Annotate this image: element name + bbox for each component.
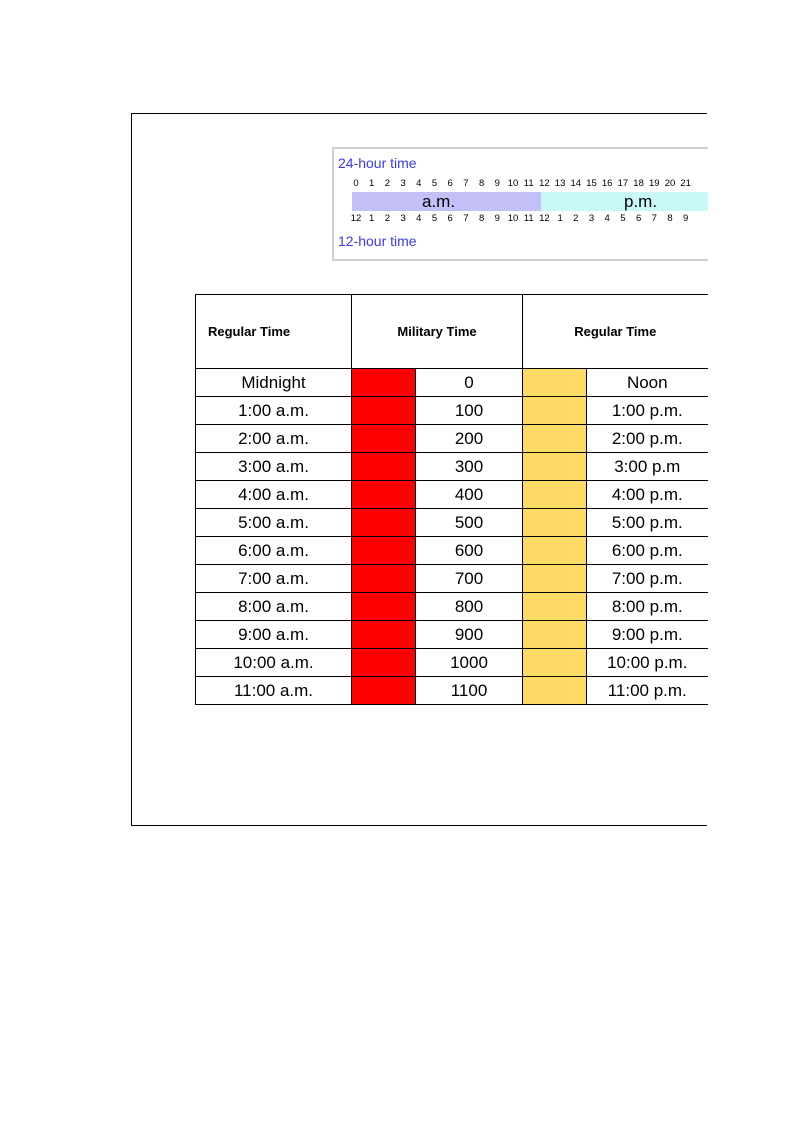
hour-24-tick: 20 — [664, 178, 676, 189]
military-time-cell: 500 — [416, 509, 523, 537]
regular-time-am-cell: 4:00 a.m. — [196, 481, 352, 509]
hour-12-tick: 12 — [350, 213, 362, 224]
hour-24-tick: 21 — [680, 178, 691, 189]
pm-color-swatch — [523, 481, 587, 509]
hour-12-tick: 8 — [667, 213, 673, 224]
hour-12-tick: 9 — [494, 213, 500, 224]
hour-24-tick: 3 — [400, 178, 406, 189]
military-time-cell: 800 — [416, 593, 523, 621]
military-color-swatch — [352, 453, 416, 481]
hour-12-tick: 12 — [539, 213, 550, 224]
military-color-swatch — [352, 593, 416, 621]
hour-12-tick: 6 — [447, 213, 453, 224]
regular-time-am-cell: 11:00 a.m. — [196, 677, 352, 705]
time-timeline-figure — [332, 147, 708, 261]
am-label: a.m. — [422, 192, 456, 211]
hour-24-tick: 14 — [570, 178, 582, 189]
table-row — [196, 537, 708, 565]
header-regular-time-pm: Regular Time — [523, 295, 708, 369]
hour-24-tick: 15 — [586, 178, 597, 189]
regular-time-pm-cell: 10:00 p.m. — [587, 649, 708, 677]
pm-color-swatch — [523, 649, 587, 677]
regular-time-pm-cell: 3:00 p.m — [587, 453, 708, 481]
table-row — [196, 677, 708, 705]
table-row — [196, 425, 708, 453]
hour-12-tick: 6 — [635, 213, 642, 224]
table-row — [196, 621, 708, 649]
hour-24-tick: 1 — [369, 178, 375, 189]
pm-color-swatch — [523, 369, 587, 397]
military-color-swatch — [352, 397, 416, 425]
hour-24-tick: 11 — [523, 178, 534, 189]
military-color-swatch — [352, 425, 416, 453]
pm-color-swatch — [523, 509, 587, 537]
hour-12-tick: 1 — [369, 213, 375, 224]
military-time-cell: 900 — [416, 621, 523, 649]
hour-24-tick: 19 — [649, 178, 660, 189]
hour-12-tick: 11 — [523, 213, 534, 224]
hour-24-tick: 8 — [478, 178, 485, 189]
regular-time-am-cell: 1:00 a.m. — [196, 397, 352, 425]
regular-time-pm-cell: 2:00 p.m. — [587, 425, 708, 453]
regular-time-pm-cell: 7:00 p.m. — [587, 565, 708, 593]
regular-time-am-cell: 3:00 a.m. — [196, 453, 352, 481]
regular-time-am-cell: Midnight — [196, 369, 352, 397]
hour-24-tick: 10 — [507, 178, 519, 189]
hour-24-tick: 18 — [633, 178, 644, 189]
hour-12-tick: 5 — [620, 213, 626, 224]
table-row — [196, 453, 708, 481]
table-row — [196, 397, 708, 425]
time-conversion-table — [195, 294, 708, 705]
hour-12-tick: 10 — [507, 213, 519, 224]
table-row — [196, 649, 708, 677]
table-row — [196, 481, 708, 509]
hour-24-tick: 2 — [384, 178, 391, 189]
military-time-cell: 300 — [416, 453, 523, 481]
hour-24-tick: 0 — [353, 178, 359, 189]
regular-time-pm-cell: 11:00 p.m. — [587, 677, 708, 705]
hour-12-tick: 8 — [478, 213, 485, 224]
hour-24-tick: 16 — [601, 178, 613, 189]
military-color-swatch — [352, 565, 416, 593]
table-row — [196, 565, 708, 593]
hour-12-tick: 7 — [463, 213, 469, 224]
hour-24-tick: 13 — [554, 178, 566, 189]
label-24-hour: 24-hour time — [338, 155, 417, 171]
hour-12-tick: 9 — [683, 213, 689, 224]
hour-24-tick: 17 — [617, 178, 629, 189]
military-time-cell: 100 — [416, 397, 523, 425]
military-time-cell: 1100 — [416, 677, 523, 705]
regular-time-pm-cell: Noon — [587, 369, 708, 397]
hour-12-tick: 5 — [431, 213, 438, 224]
hour-24-tick: 9 — [494, 178, 500, 189]
header-regular-time-am: Regular Time — [196, 295, 352, 369]
hour-12-tick: 1 — [557, 213, 563, 224]
am-band — [352, 192, 541, 211]
hour-12-tick: 3 — [588, 213, 595, 224]
military-color-swatch — [352, 537, 416, 565]
hour-24-tick: 12 — [539, 178, 550, 189]
military-color-swatch — [352, 649, 416, 677]
table-header-row — [196, 295, 708, 369]
hour-12-tick: 2 — [573, 213, 579, 224]
military-time-cell: 200 — [416, 425, 523, 453]
military-time-cell: 1000 — [416, 649, 523, 677]
pm-color-swatch — [523, 537, 587, 565]
pm-color-swatch — [523, 593, 587, 621]
regular-time-am-cell: 7:00 a.m. — [196, 565, 352, 593]
hour-12-tick: 4 — [416, 213, 422, 224]
table-row — [196, 369, 708, 397]
regular-time-pm-cell: 5:00 p.m. — [587, 509, 708, 537]
regular-time-pm-cell: 1:00 p.m. — [587, 397, 708, 425]
regular-time-am-cell: 2:00 a.m. — [196, 425, 352, 453]
pm-color-swatch — [523, 397, 587, 425]
table-row — [196, 509, 708, 537]
military-color-swatch — [352, 369, 416, 397]
regular-time-pm-cell: 9:00 p.m. — [587, 621, 708, 649]
label-12-hour: 12-hour time — [338, 233, 417, 249]
hour-12-tick: 2 — [384, 213, 391, 224]
pm-color-swatch — [523, 677, 587, 705]
regular-time-pm-cell: 8:00 p.m. — [587, 593, 708, 621]
military-time-cell: 700 — [416, 565, 523, 593]
hour-12-tick: 3 — [400, 213, 406, 224]
pm-label: p.m. — [624, 192, 658, 211]
regular-time-am-cell: 5:00 a.m. — [196, 509, 352, 537]
military-color-swatch — [352, 677, 416, 705]
military-color-swatch — [352, 509, 416, 537]
regular-time-am-cell: 8:00 a.m. — [196, 593, 352, 621]
hour-12-tick: 4 — [604, 213, 610, 224]
hour-24-tick: 4 — [416, 178, 422, 189]
military-color-swatch — [352, 621, 416, 649]
pm-color-swatch — [523, 453, 587, 481]
hour-24-tick: 5 — [431, 178, 438, 189]
military-color-swatch — [352, 481, 416, 509]
regular-time-am-cell: 10:00 a.m. — [196, 649, 352, 677]
pm-color-swatch — [523, 565, 587, 593]
table-row — [196, 593, 708, 621]
pm-color-swatch — [523, 621, 587, 649]
military-time-cell: 0 — [416, 369, 523, 397]
regular-time-am-cell: 6:00 a.m. — [196, 537, 352, 565]
header-military-time: Military Time — [352, 295, 523, 369]
regular-time-am-cell: 9:00 a.m. — [196, 621, 352, 649]
military-time-cell: 400 — [416, 481, 523, 509]
hour-12-tick: 7 — [651, 213, 657, 224]
hour-24-tick: 7 — [463, 178, 469, 189]
pm-color-swatch — [523, 425, 587, 453]
regular-time-pm-cell: 4:00 p.m. — [587, 481, 708, 509]
hour-24-tick: 6 — [447, 178, 453, 189]
pm-band — [541, 192, 708, 211]
regular-time-pm-cell: 6:00 p.m. — [587, 537, 708, 565]
military-time-cell: 600 — [416, 537, 523, 565]
